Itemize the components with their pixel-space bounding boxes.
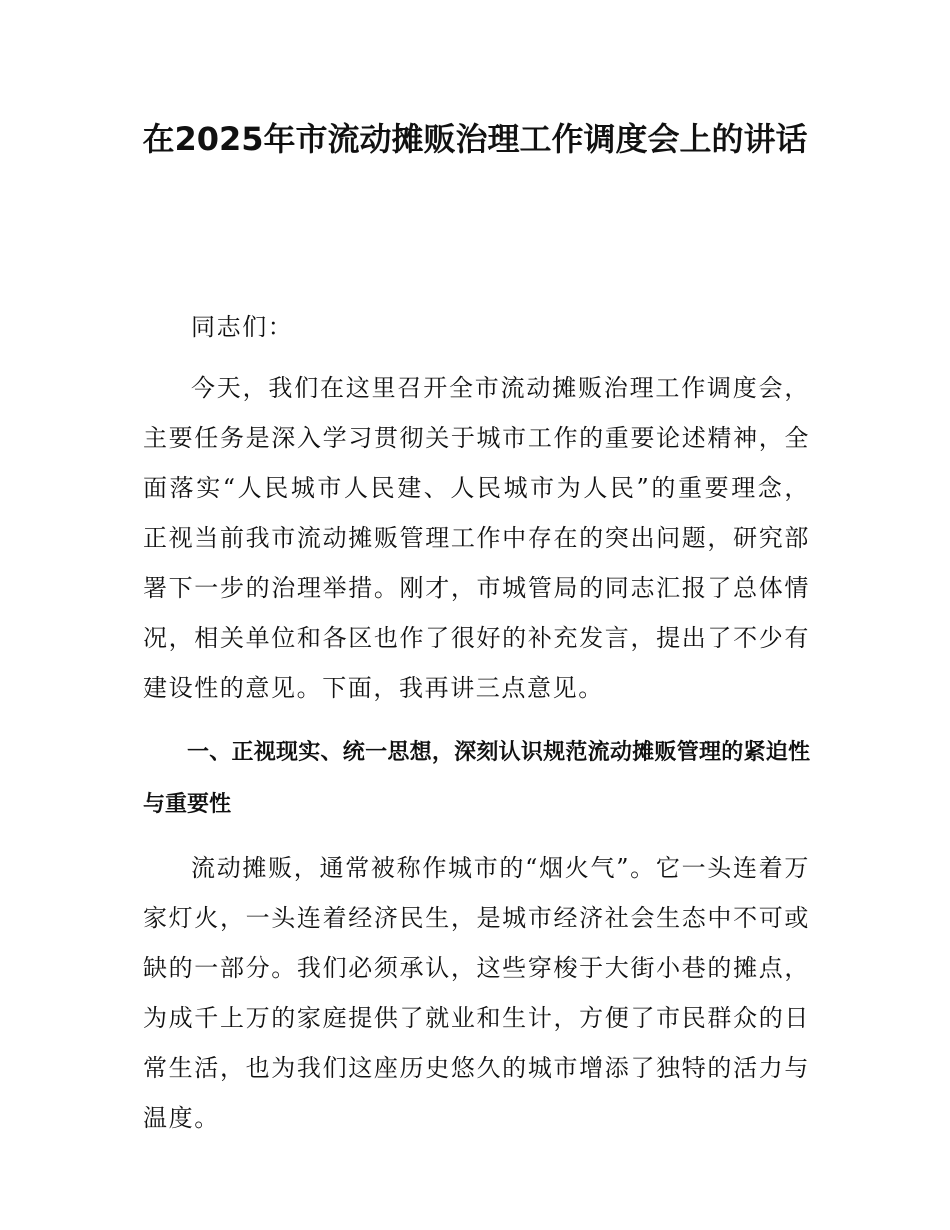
salutation: 同志们： — [191, 313, 294, 341]
document-title: 在2025年市流动摊贩治理工作调度会上的讲话 — [142, 120, 808, 158]
section-heading-1: 一、正视现实、统一思想，深刻认识规范流动摊贩管理的紧迫性与重要性 — [143, 740, 810, 817]
intro-paragraph: 今天，我们在这里召开全市流动摊贩治理工作调度会，主要任务是深入学习贯彻关于城市工作的重要论述精神，全面落实“人民城市人民建、人民城市为人民”的重要理念，正视当前我市流动摊贩管理工作中存在的突出问题，研究部署下一步的治理举措。刚才，市城管局的同志汇报了总体情况，相关单位和各区也作了很好的补充发言，提出了不少有建设性的意见。下面，我再讲三点意见。 — [143, 374, 810, 702]
section-1-paragraph: 流动摊贩，通常被称作城市的“烟火气”。它一头连着万家灯火，一头连着经济民生，是城市经济社会生态中不可或缺的一部分。我们必须承认，这些穿梭于大街小巷的摊点，为成千上万的家庭提供了就业和生计，方便了市民群众的日常生活，也为我们这座历史悠久的城市增添了独特的活力与温度。 — [143, 854, 810, 1132]
